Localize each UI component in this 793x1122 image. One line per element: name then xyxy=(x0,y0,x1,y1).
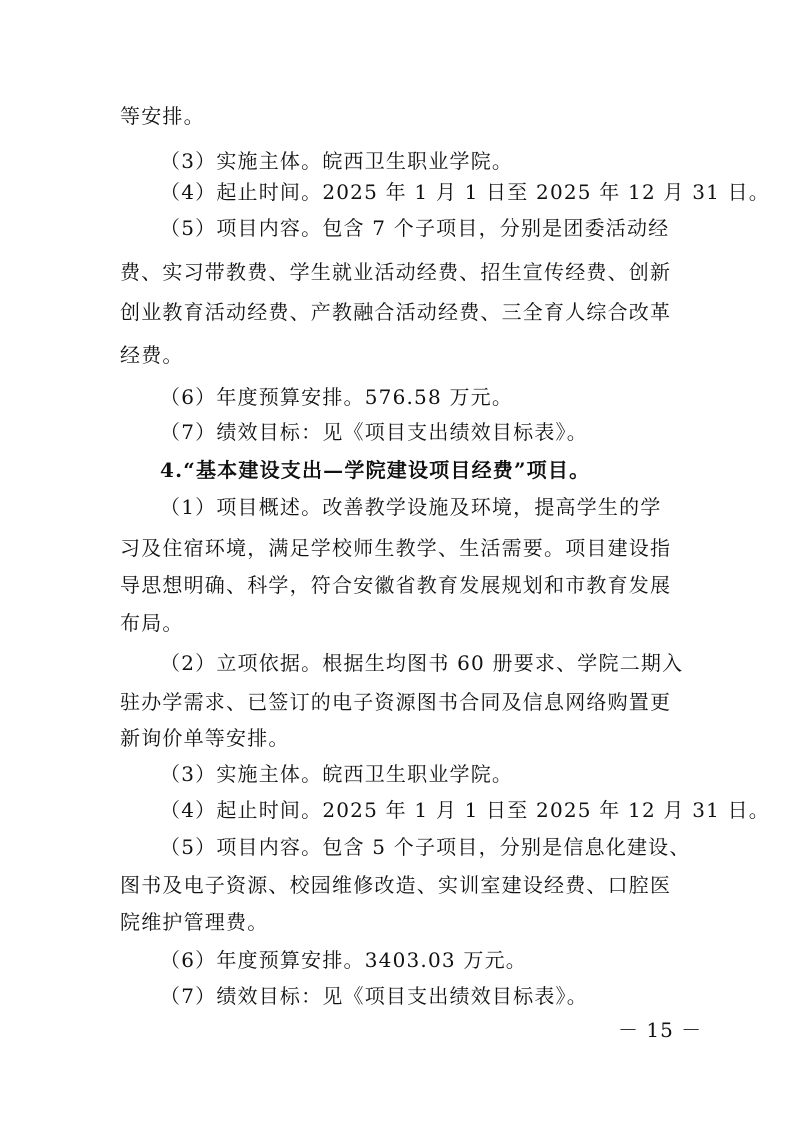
text-line: （5）项目内容。包含 7 个子项目，分别是团委活动经 xyxy=(160,216,670,240)
text-line: （1）项目概述。改善教学设施及环境，提高学生的学 xyxy=(160,495,662,519)
text-line: 习及住宿环境，满足学校师生教学、生活需要。项目建设指 xyxy=(120,536,672,560)
text-line: （3）实施主体。皖西卫生职业学院。 xyxy=(160,149,514,173)
text-line: （4）起止时间。2025 年 1 月 1 日至 2025 年 12 月 31 日。 xyxy=(160,798,771,822)
text-line: 创业教育活动经费、产教融合活动经费、三全育人综合改革 xyxy=(120,300,672,324)
text-line: 布局。 xyxy=(120,611,184,635)
text-line: （7）绩效目标：见《项目支出绩效目标表》。 xyxy=(160,984,588,1008)
text-line: （2）立项依据。根据生均图书 60 册要求、学院二期入 xyxy=(160,651,684,675)
text-line: 费、实习带教费、学生就业活动经费、招生宣传经费、创新 xyxy=(120,260,672,284)
text-line: （5）项目内容。包含 5 个子项目，分别是信息化建设、 xyxy=(160,835,691,859)
text-line: 经费。 xyxy=(120,343,184,367)
text-line: 新询价单等安排。 xyxy=(120,726,290,750)
text-line: （6）年度预算安排。3403.03 万元。 xyxy=(160,948,527,972)
text-line: （3）实施主体。皖西卫生职业学院。 xyxy=(160,762,514,786)
text-line: 院维护管理费。 xyxy=(120,910,269,934)
section-heading: 4.“基本建设支出—学院建设项目经费”项目。 xyxy=(160,458,591,482)
text-line: 等安排。 xyxy=(120,104,205,128)
text-line: （6）年度预算安排。576.58 万元。 xyxy=(160,385,514,409)
page-number: － 15 － xyxy=(618,1018,703,1042)
text-line: 图书及电子资源、校园维修改造、实训室建设经费、口腔医 xyxy=(120,873,672,897)
text-line: 导思想明确、科学，符合安徽省教育发展规划和市教育发展 xyxy=(120,573,672,597)
text-line: （4）起止时间。2025 年 1 月 1 日至 2025 年 12 月 31 日。 xyxy=(160,180,771,204)
text-line: （7）绩效目标：见《项目支出绩效目标表》。 xyxy=(160,420,588,444)
text-line: 驻办学需求、已签订的电子资源图书合同及信息网络购置更 xyxy=(120,690,672,714)
